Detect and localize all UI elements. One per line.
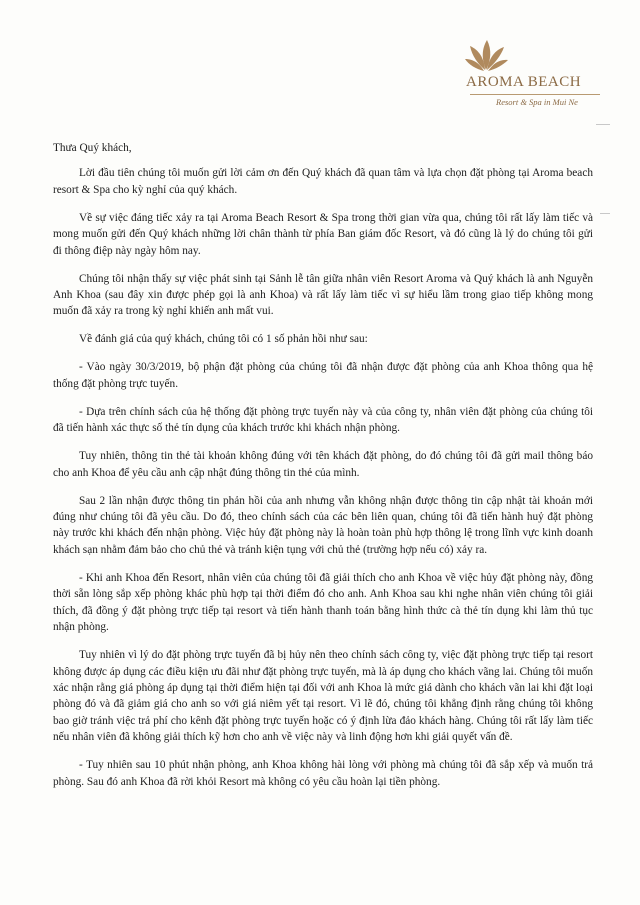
- paragraph: - Vào ngày 30/3/2019, bộ phận đặt phòng của chúng tôi đã nhận được đặt phòng của anh Khoa thông qua hệ thống đặt phòng trực tuyến.: [53, 361, 593, 390]
- paragraph: Tuy nhiên vì lý do đặt phòng trực tuyến đã bị hủy nên theo chính sách công ty, việc đặt phòng trực tiếp tại resort không được áp dụng các điều kiện ưu đãi như đặt phòng trực tuyến, mà là áp dụng cho khách vãng lai. Chúng tôi muốn xác nhận rằng giá phòng áp dụng tại thời điểm hiện tại đối với anh Khoa là mức giá dành cho khách vãn lai khi đặt loại phòng đó và đã giảm giá cho anh so với giá niêm yết tại resort. Vì lẽ đó, chúng tôi khẳng định rằng chúng tôi không bao giờ tránh việc trả phí cho kênh đặt phòng trực tuyến hoặc có ý định lừa đảo khách hàng. Chúng tôi rất lấy làm tiếc nếu nhân viên đã không giải thích kỹ hơn cho anh về việc này và linh động hơn khi giải quyết vấn đề.: [53, 649, 593, 744]
- logo-tagline: Resort & Spa in Mui Ne: [496, 97, 578, 107]
- paragraph: - Khi anh Khoa đến Resort, nhân viên của chúng tôi đã giải thích cho anh Khoa về việc hủy đặt phòng này, đồng thời sẵn lòng sắp xếp phòng khác phù hợp tại thời điểm đó cho anh. Anh Khoa sau khi nghe nhân viên chúng tôi giải thích, đã đồng ý đặt phòng trực tiếp tại resort và tiến hành thanh toán bằng hình thức cà thẻ tín dụng khi làm thủ tục nhận phòng.: [53, 571, 593, 634]
- margin-mark: [600, 213, 610, 214]
- lotus-flower-icon: [464, 38, 510, 72]
- paragraph: Về đánh giá của quý khách, chúng tôi có 1 số phản hồi như sau:: [79, 333, 368, 346]
- resort-logo: [456, 38, 606, 107]
- paragraph: Tuy nhiên, thông tin thẻ tài khoản không đúng với tên khách đặt phòng, do đó chúng tôi đã gửi mail thông báo cho anh Khoa để yêu cầu anh cập nhật đúng thông tin thẻ của mình.: [53, 450, 593, 479]
- margin-mark: [596, 124, 610, 125]
- letter-body: [53, 140, 593, 802]
- paragraph: Sau 2 lần nhận được thông tin phản hồi của anh nhưng vẫn không nhận được thông tin cập nhật tài khoản mới đúng như chúng tôi đã yêu cầu. Do đó, theo chính sách của các bên liên quan, chúng tôi đã tiến hành huỷ đặt phòng này trước khi khách đến nhận phòng. Việc hủy đặt phòng này là hoàn toàn phù hợp thông lệ trong lĩnh vực kinh doanh khách sạn nhằm đảm bảo cho chủ thẻ và tránh kiện tụng với chủ thẻ (trường hợp nếu có) xảy ra.: [53, 494, 593, 556]
- paragraph: Lời đầu tiên chúng tôi muốn gửi lời cảm ơn đến Quý khách đã quan tâm và lựa chọn đặt phòng tại Aroma beach resort & Spa cho kỳ nghỉ của quý khách.: [53, 167, 593, 196]
- paragraph: - Dựa trên chính sách của hệ thống đặt phòng trực tuyến này và của công ty, nhân viên đặt phòng của chúng tôi đã tiến hành xác thực số thẻ tín dụng của khách trước khi khách nhận phòng.: [53, 405, 593, 435]
- logo-name: AROMA BEACH: [466, 74, 582, 90]
- logo-divider: [470, 94, 600, 95]
- paragraph: - Tuy nhiên sau 10 phút nhận phòng, anh Khoa không hài lòng với phòng mà chúng tôi đã sắp xếp và muốn trả phòng. Sau đó anh Khoa đã rời khỏi Resort mà không có yêu cầu hoàn lại tiền phòng.: [53, 759, 593, 788]
- paragraph: Về sự việc đáng tiếc xảy ra tại Aroma Beach Resort & Spa trong thời gian vừa qua, chúng tôi rất lấy làm tiếc và mong muốn gửi đến Quý khách những lời chân thành từ phía Ban giám đốc Resort, và đó cũng là lý do chúng tôi gửi đi thông điệp này ngày hôm nay.: [53, 211, 593, 257]
- paragraph: Chúng tôi nhận thấy sự việc phát sinh tại Sảnh lễ tân giữa nhân viên Resort Aroma và Quý khách là anh Nguyễn Anh Khoa (sau đây xin được phép gọi là anh Khoa) và rất lấy làm tiếc vì sự hiểu lầm trong giao tiếp không mong muốn đã xảy ra trong kỳ nghỉ khiến anh mất vui.: [53, 272, 593, 318]
- greeting: Thưa Quý khách,: [53, 142, 132, 154]
